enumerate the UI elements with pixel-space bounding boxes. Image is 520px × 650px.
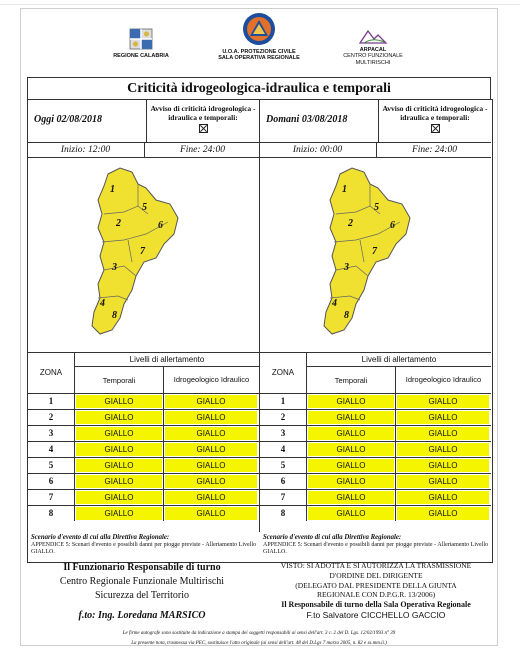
zone-number: 2 [260,410,307,425]
temporali-level: GIALLO [76,443,162,456]
arpacal-sub: CENTRO FUNZIONALE MULTIRISCHI [343,53,403,66]
avviso-text: Avviso di criticità idrogeologica - idraulica e temporali: [150,104,256,122]
avviso-cell [378,100,491,142]
start-time: Inizio: 00:00 [292,145,343,155]
temporali-level: GIALLO [308,491,394,504]
cell-divider [163,394,164,409]
temporali-header: Temporali [307,367,396,393]
idro-level: GIALLO [165,411,257,424]
zone-row [28,410,259,426]
civil-protection-line1: U.O.A. PROTEZIONE CIVILE [222,49,296,55]
zone-row [28,426,259,442]
zone-number: 1 [260,394,307,409]
scenario-heading: Scenario d'evento di cui alla Direttiva Regionale: [263,534,402,541]
zone-number: 7 [260,490,307,505]
civil-protection-line2: SALA OPERATIVA REGIONALE [218,55,300,62]
levels-table-today [28,353,259,521]
zone-number: 8 [260,506,307,521]
temporali-header: Temporali [75,367,164,393]
zone-row [260,442,491,458]
idro-level: GIALLO [165,395,257,408]
calabria-map-tomorrow [260,158,491,353]
map-zone-label: 5 [374,202,379,213]
arpacal-name: ARPACAL [359,47,387,53]
zone-number: 6 [260,474,307,489]
scenario-note [260,533,491,561]
footnotes [31,629,487,648]
manager-title: Il Responsabile di turno della Sala Operativa Regionale [281,600,471,609]
idro-level: GIALLO [397,491,489,504]
idro-level: GIALLO [165,427,257,440]
approval-line1: VISTO: SI ADOTTA E SI AUTORIZZA LA TRASMISSIONE [280,561,472,570]
zone-row [260,506,491,521]
idro-level: GIALLO [397,507,489,520]
cell-divider [163,426,164,441]
day-label: Oggi 02/08/2018 [34,114,103,125]
time-row [260,143,491,158]
zone-row [260,410,491,426]
levels-table-tomorrow [260,353,491,521]
temporali-level: GIALLO [76,459,162,472]
center-name: Centro Regionale Funzionale Multirischi [59,576,225,587]
temporali-level: GIALLO [308,443,394,456]
zone-row [260,458,491,474]
cell-divider [395,506,396,521]
map-zone-label: 6 [158,220,163,231]
zone-number: 1 [28,394,75,409]
arpacal-mark-icon [358,29,388,45]
signature-name: f.to: Ing. Loredana MARSICO [78,610,206,621]
idro-level: GIALLO [397,443,489,456]
temporali-level: GIALLO [76,411,162,424]
map-zone-label: 5 [142,202,147,213]
zone-number: 2 [28,410,75,425]
map-zone-label: 7 [372,246,377,257]
bulletin-card [20,8,498,646]
bulletin-title: Criticità idrogeologica-idraulica e temporali [27,77,491,100]
scenario-note [28,533,259,561]
responsible-title: Il Funzionario Responsabile di turno [63,562,221,573]
zone-number: 4 [260,442,307,457]
cell-divider [163,490,164,505]
end-time: Fine: 24:00 [376,143,492,157]
zone-row [28,458,259,474]
calabria-zones-map [260,158,491,352]
idro-level: GIALLO [165,475,257,488]
map-zone-label: 4 [332,298,337,309]
map-zone-label: 1 [342,184,347,195]
end-time: Fine: 24:00 [144,143,260,157]
cell-divider [395,394,396,409]
cell-divider [163,458,164,473]
zone-column-header: ZONA [260,353,307,393]
calabria-map-today [28,158,259,353]
map-zone-label: 4 [100,298,105,309]
levels-header: Livelli di allertamento [307,353,491,367]
signature-right [261,561,491,621]
map-zone-label: 6 [390,220,395,231]
zone-rows [28,394,259,521]
idro-level: GIALLO [397,459,489,472]
day-label: Domani 03/08/2018 [266,114,348,125]
temporali-level: GIALLO [308,395,394,408]
crossed-checkbox-icon [199,124,208,133]
temporali-level: GIALLO [308,507,394,520]
temporali-level: GIALLO [308,459,394,472]
zone-number: 5 [28,458,75,473]
civil-protection-logo [209,11,309,62]
calabria-zones-map [28,158,259,352]
cell-divider [163,442,164,457]
temporali-level: GIALLO [76,507,162,520]
zone-row [260,394,491,410]
map-zone-label: 7 [140,246,145,257]
idro-level: GIALLO [165,459,257,472]
idro-level: GIALLO [397,427,489,440]
center-sub: Sicurezza del Territorio [94,590,190,601]
levels-table-header [28,353,259,394]
idro-level: GIALLO [165,443,257,456]
idro-level: GIALLO [397,475,489,488]
zone-number: 6 [28,474,75,489]
levels-header: Livelli di allertamento [75,353,259,367]
arpacal-logo [339,29,407,66]
region-name: REGIONE CALABRIA [113,53,169,59]
avviso-cell [146,100,259,142]
region-outline [324,168,410,334]
crossed-checkbox-icon [431,124,440,133]
idro-header: Idrogeologico Idraulico [405,374,482,384]
cell-divider [395,474,396,489]
day-header [28,100,259,143]
zone-row [260,426,491,442]
zone-number: 5 [260,458,307,473]
approval-line4: REGIONALE CON D.P.G.R. 13/2006) [316,590,436,600]
zone-number: 4 [28,442,75,457]
zone-row [260,490,491,506]
time-row [28,143,259,158]
zone-row [28,442,259,458]
start-time: Inizio: 12:00 [60,145,111,155]
top-rule [0,4,520,5]
idro-header: Idrogeologico Idraulico [173,374,250,384]
cell-divider [395,490,396,505]
header-logos [21,9,497,69]
temporali-level: GIALLO [308,411,394,424]
cell-divider [163,474,164,489]
zone-number: 3 [260,426,307,441]
cell-divider [395,410,396,425]
zone-number: 8 [28,506,75,521]
signature-left [37,561,247,623]
zone-number: 7 [28,490,75,505]
zone-row [28,394,259,410]
civil-protection-emblem-icon [241,11,277,47]
zone-rows [260,394,491,521]
cell-divider [163,506,164,521]
zone-column-header: ZONA [28,353,75,393]
idro-level: GIALLO [397,395,489,408]
scenario-heading: Scenario d'evento di cui alla Direttiva Regionale: [31,534,170,541]
footnote: La presente nota, trasmessa via PEC, sostituisce l'atto originale (ai sensi dell'art. 48 del D.Lgs 7 marzo 2005, n. 82 e ss.mm.ii.) [131,640,387,646]
region-outline [92,168,178,334]
alert-grid [27,99,493,563]
temporali-level: GIALLO [76,395,162,408]
scenario-body: APPENDICE 5: Scenari d'evento e possibili danni per piogge previste - Allertamento Livello GIALLO. [31,542,256,556]
footnote: Le firme autografe sono sostituite da indicazione a stampa dei soggetti responsabili ai sensi dell'art. 3 c. 2 del D. Lgs. 12/02/1993 n° 39 [122,631,396,636]
avviso-text: Avviso di criticità idrogeologica - idraulica e temporali: [382,104,488,122]
levels-table-header [260,353,491,394]
map-zone-label: 3 [112,262,117,273]
approval-line2: D'ORDINE DEL DIRIGENTE [329,570,423,580]
region-crest-icon [128,27,154,51]
map-zone-label: 8 [344,310,349,321]
map-zone-label: 3 [344,262,349,273]
manager-name: F.to Salvatore CICCHELLO GACCIO [306,610,446,621]
temporali-level: GIALLO [308,475,394,488]
approval-line3: (DELEGATO DAL PRESIDENTE DELLA GIUNTA [295,580,457,590]
scenario-body: APPENDICE 5: Scenari d'evento e possibili danni per piogge previste - Allertamento Livello GIALLO. [263,542,488,556]
region-logo [111,27,171,59]
temporali-level: GIALLO [76,427,162,440]
cell-divider [395,458,396,473]
zone-row [28,490,259,506]
temporali-level: GIALLO [76,475,162,488]
cell-divider [163,410,164,425]
zone-row [260,474,491,490]
temporali-level: GIALLO [76,491,162,504]
map-zone-label: 1 [110,184,115,195]
map-zone-label: 2 [116,218,121,229]
idro-level: GIALLO [165,491,257,504]
zone-row [28,474,259,490]
zone-row [28,506,259,521]
day-header [260,100,491,143]
map-zone-label: 8 [112,310,117,321]
zone-number: 3 [28,426,75,441]
temporali-level: GIALLO [308,427,394,440]
idro-level: GIALLO [397,411,489,424]
cell-divider [395,426,396,441]
idro-level: GIALLO [165,507,257,520]
cell-divider [395,442,396,457]
map-zone-label: 2 [348,218,353,229]
